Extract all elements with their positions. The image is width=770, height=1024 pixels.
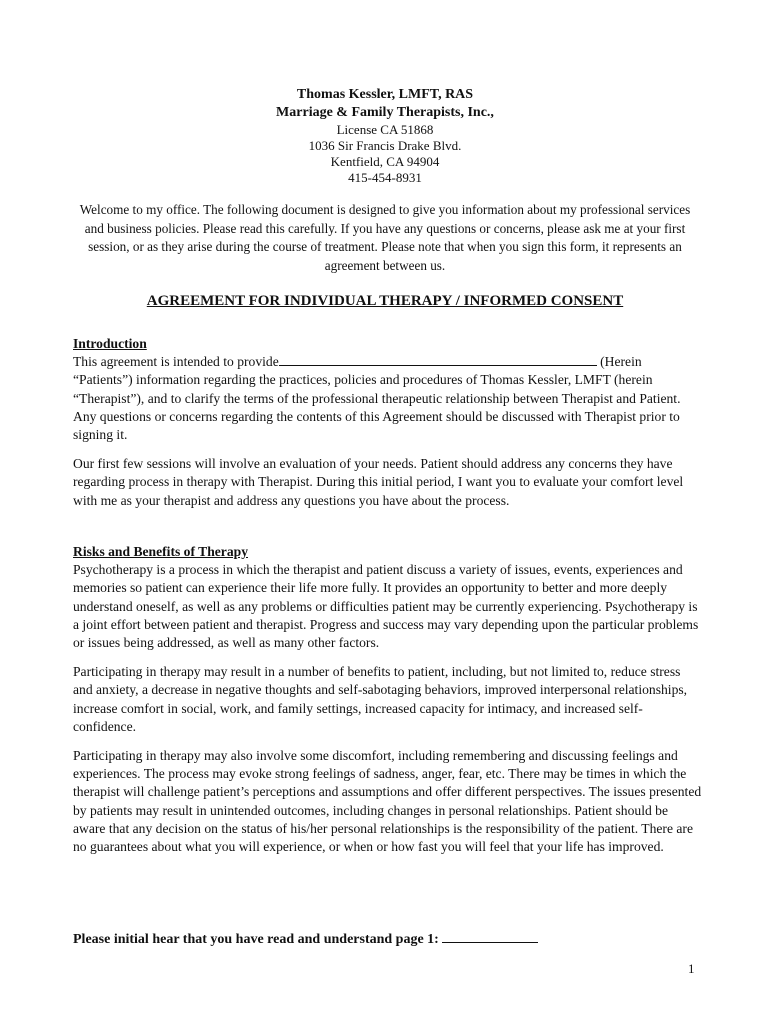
company-name: Marriage & Family Therapists, Inc., [276,105,494,120]
city-address: Kentfield, CA 94904 [330,154,440,169]
intro-prefix: This agreement is intended to provide [73,354,279,370]
risks-heading: Risks and Benefits of Therapy [73,544,248,559]
initial-prompt: Please initial hear that you have read and understand page 1: [73,932,439,947]
introduction-paragraph-2: Our first few sessions will involve an evaluation of your needs. Patient should address any concerns they have regarding process in therapy with Therapist. During this initial period, I want you to evaluate your comfort level with me as your therapist and address any questions you have about the process. [73,456,684,508]
agreement-title: AGREEMENT FOR INDIVIDUAL THERAPY / INFORMED CONSENT [146,293,624,309]
risks-section [73,543,703,856]
patient-name-blank[interactable] [279,353,597,366]
risks-paragraph-1: Psychotherapy is a process in which the therapist and patient discuss a variety of issues, events, experiences and memories so patient can experience their life more fully. It provides an opportunity to better and more deeply understand oneself, as well as any problems or difficulties patient may be currently experiencing. Psychotherapy is a joint effort between patient and therapist. Progress and success may vary depending upon the particular problems or issues being addressed, as well as many other factors. [73,562,699,651]
phone-number: 415-454-8931 [348,170,422,185]
risks-paragraph-2: Participating in therapy may result in a number of benefits to patient, including, but not limited to, reduce stress and anxiety, a decrease in negative thoughts and self-sabotaging behaviors, improved interpersonal relationships, increase comfort in social, work, and family settings, increased capacity for intimacy, and increased self-confidence. [73,664,688,734]
welcome-paragraph: Welcome to my office. The following document is designed to give you information about my professional services and business policies. Please read this carefully. If you have any questions or concerns, please ask me at your first session, or as they arise during the course of treatment. Please note that when you sign this form, it represents an agreement between us. [79,202,691,273]
intro-rest: (Herein “Patients”) information regarding the practices, policies and procedures of Thomas Kessler, LMFT (herein “Therapist”), and to clarify the terms of the professional therapeutic relationship between Therapist and Patient. Any questions or concerns regarding the contents of this Agreement should be discussed with Therapist prior to signing it. [73,354,681,443]
street-address: 1036 Sir Francis Drake Blvd. [308,138,462,153]
risks-paragraph-3: Participating in therapy may also involve some discomfort, including remembering and discussing feelings and experiences. The process may evoke strong feelings of sadness, anger, fear, etc. There may be times in which the therapist will challenge patient’s perceptions and assumptions and offer different perspectives. The issues presented by patients may result in unintended outcomes, including changes in personal relationships. Patient should be aware that any decision on the status of his/her personal relationships is the responsibility of the patient. There are no guarantees about what you will experience, or when or how fast you will feel that your life has improved. [73,748,702,855]
initial-acknowledgement [73,930,703,948]
initial-blank[interactable] [442,930,538,943]
license-number: License CA 51868 [336,122,434,137]
page-number: 1 [688,961,695,976]
introduction-section [73,335,703,510]
introduction-paragraph-1 [73,353,703,444]
letterhead [0,86,770,186]
introduction-heading: Introduction [73,336,147,351]
therapist-name: Thomas Kessler, LMFT, RAS [296,87,474,102]
